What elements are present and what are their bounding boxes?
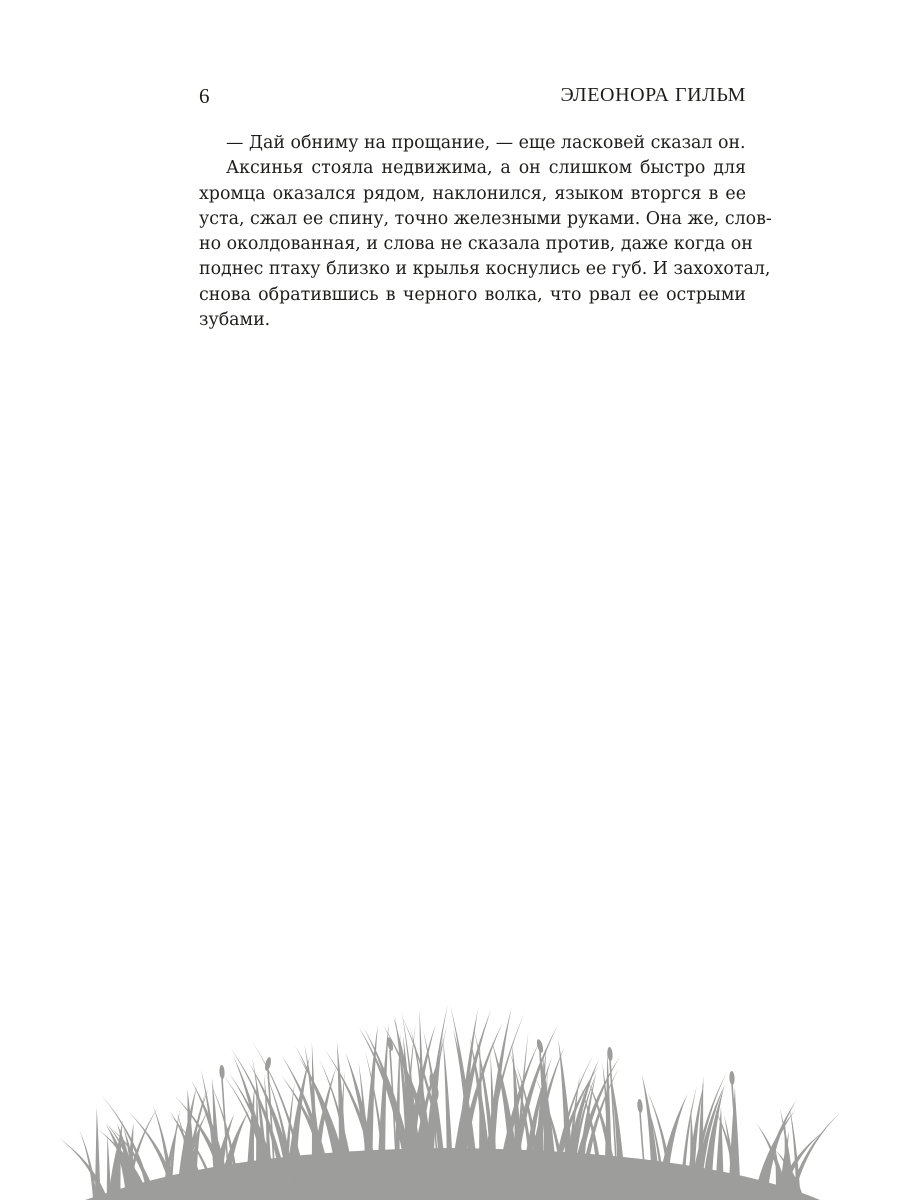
body-text — [199, 131, 772, 333]
text-line: уста, сжал ее спину, точно железными руками. Она же, слов- — [199, 208, 772, 229]
grass-seed-head — [219, 1065, 225, 1079]
running-head — [199, 84, 746, 114]
grass-seed-head — [536, 1039, 545, 1054]
grass-blade — [696, 1076, 704, 1200]
paragraph — [199, 131, 746, 156]
grass-seed-head — [637, 1099, 643, 1113]
text-line: но околдованная, и слова не сказала против, даже когда он — [199, 234, 753, 255]
text-line: хромца оказался рядом, наклонился, языком вторгся в ее — [199, 183, 746, 204]
paragraph — [199, 156, 772, 333]
text-line: Аксинья стояла недвижима, а он слишком быстро для — [226, 158, 746, 179]
text-line: — Дай обниму на прощание, — еще ласковей сказал он. — [226, 133, 746, 153]
page-number: 6 — [199, 84, 210, 108]
running-title-author: ЭЛЕОНОРА ГИЛЬМ — [560, 84, 746, 106]
grass-silhouette-icon — [0, 1000, 900, 1200]
grass-blade — [107, 1134, 111, 1200]
grass-blade — [59, 1138, 108, 1200]
grass-blade — [95, 1107, 101, 1200]
text-line: поднес птаху близко и крылья коснулись ее губ. И захохотал, — [199, 259, 771, 280]
grass-group — [59, 1004, 842, 1200]
text-line: зубами. — [199, 310, 271, 331]
text-line: снова обратившись в черного волка, что рвал ее острыми — [199, 284, 746, 305]
grass-seed-head — [729, 1071, 735, 1085]
